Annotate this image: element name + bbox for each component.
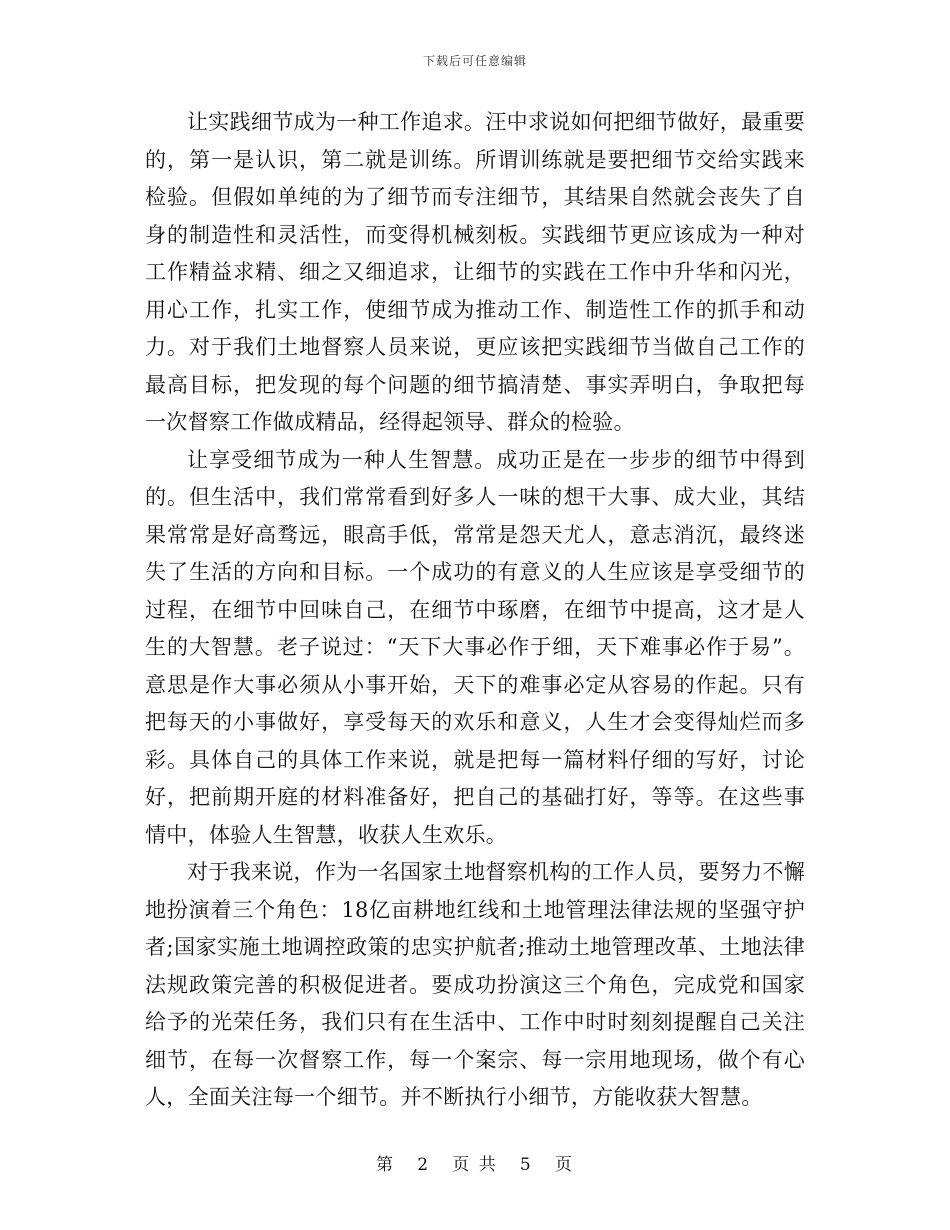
paragraph-enjoy-details: 让享受细节成为一种人生智慧。成功正是在一步步的细节中得到的。但生活中，我们常常看到好多人一味的想干大事、成大业，其结果常常是好高骛远，眼高手低，常常是怨天尤人，意志消沉，最终迷失了生活的方向和目标。一个成功的有意义的人生应该是享受细节的过程，在细节中回味自己，在细节中琢磨，在细节中提高，这才是人生的大智慧。老子说过：“天下大事必作于细，天下难事必作于易”。意思是作大事必须从小事开始，天下的难事必定从容易的作起。只有把每天的小事做好，享受每天的欢乐和意义，人生才会变得灿烂而多彩。具体自己的具体工作来说，就是把每一篇材料仔细的写好，讨论好，把前期开庭的材料准备好，把自己的基础打好，等等。在这些事情中，体验人生智慧，收获人生欢乐。 xyxy=(145,447,805,847)
footer-current-page: 2 xyxy=(417,1155,431,1175)
page-header xyxy=(0,52,950,69)
page-footer xyxy=(0,1150,950,1175)
header-text: 下载后可任意编辑 xyxy=(422,54,527,68)
footer-suffix: 页 xyxy=(554,1155,574,1175)
paragraph-practice-details: 让实践细节成为一种工作追求。汪中求说如何把细节做好，最重要的，第一是认识，第二就是训练。所谓训练就是要把细节交给实践来检验。但假如单纯的为了细节而专注细节，其结果自然就会丧失了自身的制造性和灵活性，而变得机械刻板。实践细节更应该成为一种对工作精益求精、细之又细追求，让细节的实践在工作中升华和闪光，用心工作，扎实工作，使细节成为推动工作、制造性工作的抓手和动力。对于我们土地督察人员来说，更应该把实践细节当做自己工作的最高目标，把发现的每个问题的细节搞清楚、事实弄明白，争取把每一次督察工作做成精品，经得起领导、群众的检验。 xyxy=(145,110,805,434)
footer-prefix: 第 xyxy=(376,1155,396,1175)
document-body xyxy=(145,104,805,1117)
footer-total-pages: 5 xyxy=(519,1155,533,1175)
footer-middle: 页 共 xyxy=(452,1155,498,1175)
paragraph-three-roles: 对于我来说，作为一名国家土地督察机构的工作人员，要努力不懈地扮演着三个角色：18亿亩耕地红线和土地管理法律法规的坚强守护者;国家实施土地调控政策的忠实护航者;推动土地管理改革、土地法律法规政策完善的积极促进者。要成功扮演这三个角色，完成党和国家给予的光荣任务，我们只有在生活中、工作中时时刻刻提醒自己关注细节，在每一次督察工作，每一个案宗、每一宗用地现场，做个有心人，全面关注每一个细节。并不断执行小细节，方能收获大智慧。 xyxy=(145,860,805,1109)
